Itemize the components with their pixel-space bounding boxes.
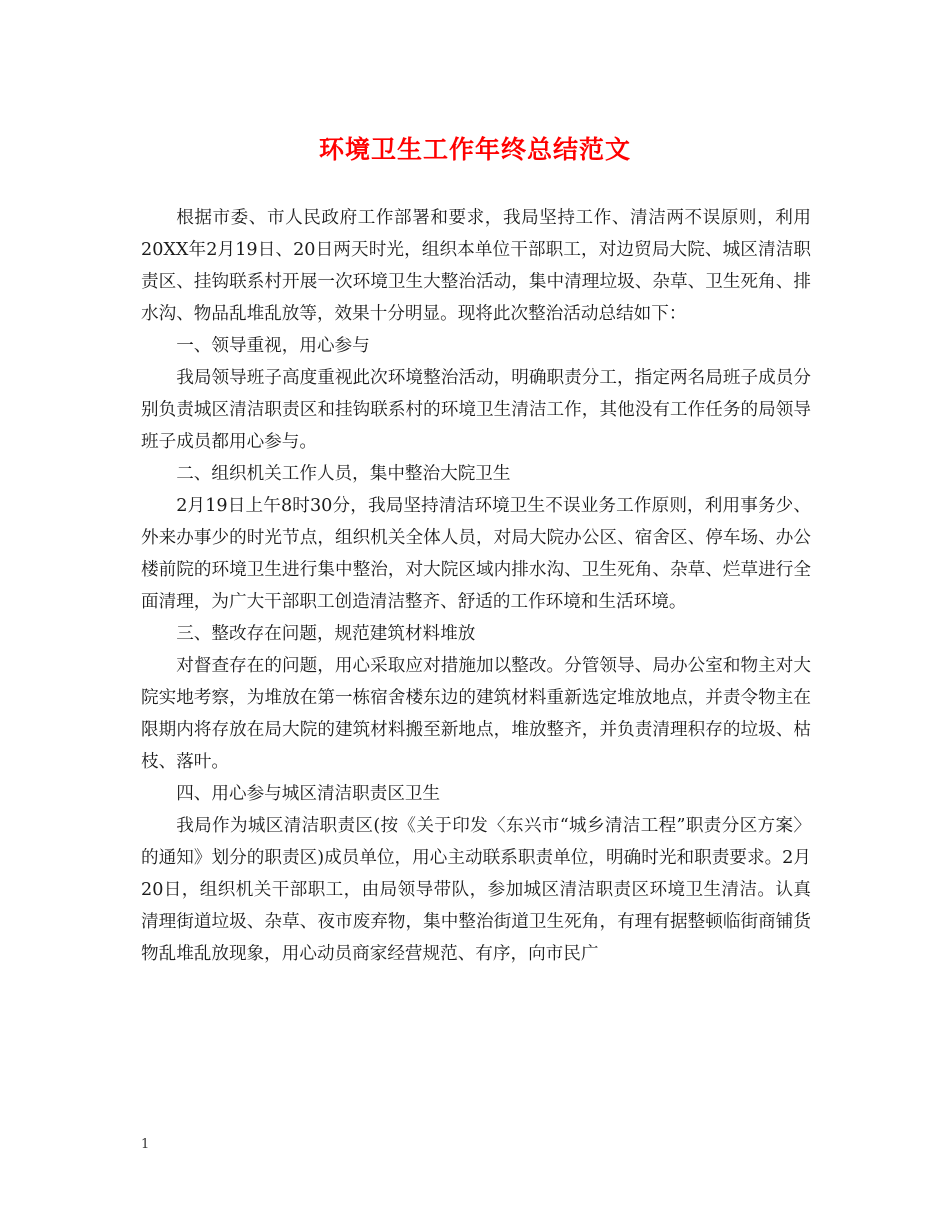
document-body <box>141 202 811 970</box>
section-heading-4: 四、用心参与城区清洁职责区卫生 <box>176 784 441 804</box>
paragraph-section-4: 我局作为城区清洁职责区(按《关于印发〈东兴市“城乡清洁工程”职责分区方案〉的通知》划分的职责区)成员单位，用心主动联系职责单位，明确时光和职责要求。2月20日，组织机关干部职工，由局领导带队，参加城区清洁职责区环境卫生清洁。认真清理街道垃圾、杂草、夜市废弃物，集中整治街道卫生死角，有理有据整顿临街商铺货物乱堆乱放现象，用心动员商家经营规范、有序，向市民广 <box>141 816 811 964</box>
page-number: 1 <box>141 1137 150 1152</box>
paragraph-section-3: 对督查存在的问题，用心采取应对措施加以整改。分管领导、局办公室和物主对大院实地考察，为堆放在第一栋宿舍楼东边的建筑材料重新选定堆放地点，并责令物主在限期内将存放在局大院的建筑材料搬至新地点，堆放整齐，并负责清理积存的垃圾、枯枝、落叶。 <box>141 656 811 772</box>
section-heading-1: 一、领导重视，用心参与 <box>176 336 370 356</box>
section-heading-2: 二、组织机关工作人员，集中整治大院卫生 <box>176 464 511 484</box>
paragraph-section-1: 我局领导班子高度重视此次环境整治活动，明确职责分工，指定两名局班子成员分别负责城区清洁职责区和挂钩联系村的环境卫生清洁工作，其他没有工作任务的局领导班子成员都用心参与。 <box>141 368 811 452</box>
document-title: 环境卫生工作年终总结范文 <box>318 135 631 164</box>
paragraph-section-2: 2月19日上午8时30分，我局坚持清洁环境卫生不误业务工作原则，利用事务少、外来办事少的时光节点，组织机关全体人员，对局大院办公区、宿舍区、停车场、办公楼前院的环境卫生进行集中整治，对大院区域内排水沟、卫生死角、杂草、烂草进行全面清理，为广大干部职工创造清洁整齐、舒适的工作环境和生活环境。 <box>141 496 811 612</box>
paragraph-intro: 根据市委、市人民政府工作部署和要求，我局坚持工作、清洁两不误原则，利用20XX年2月19日、20日两天时光，组织本单位干部职工，对边贸局大院、城区清洁职责区、挂钩联系村开展一次环境卫生大整治活动，集中清理垃圾、杂草、卫生死角、排水沟、物品乱堆乱放等，效果十分明显。现将此次整治活动总结如下： <box>141 208 811 324</box>
section-heading-3: 三、整改存在问题，规范建筑材料堆放 <box>176 624 476 644</box>
